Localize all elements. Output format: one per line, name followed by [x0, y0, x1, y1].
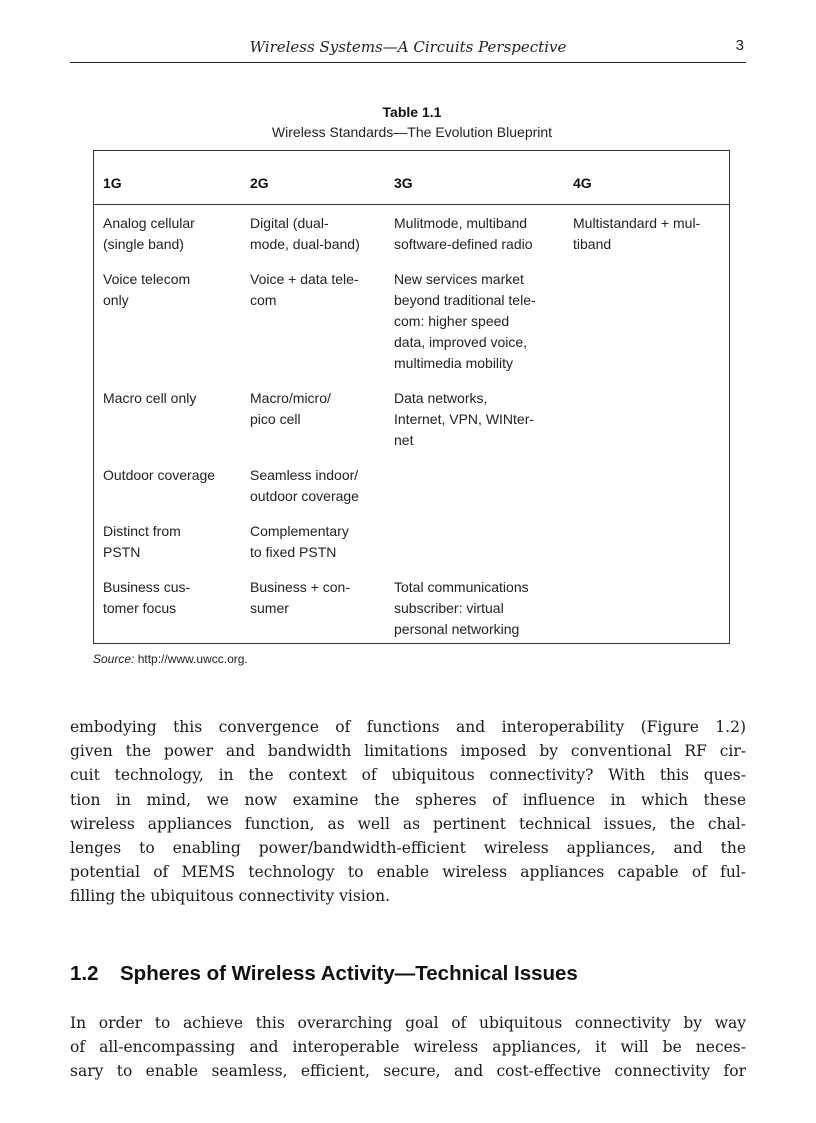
- section-number: 1.2: [70, 962, 99, 985]
- table-cell: Digital (dual- mode, dual-band): [250, 215, 360, 252]
- body-paragraph-2: [70, 1011, 746, 1084]
- table-cell: Outdoor coverage: [103, 467, 216, 483]
- running-title: Wireless Systems—A Circuits Perspective: [249, 38, 567, 56]
- table-cell: Seamless indoor/ outdoor coverage: [250, 467, 359, 504]
- section-heading: [70, 962, 578, 986]
- text-line: filling the ubiquitous connectivity vision.: [70, 887, 391, 906]
- table-cell: Business cus- tomer focus: [103, 579, 191, 616]
- text-line: sary to enable seamless, efficient, secure, and cost-effective connectivity for: [70, 1062, 746, 1081]
- column-header-4g: 4G: [573, 175, 592, 191]
- table-cell: Total communications subscriber: virtual personal networking: [394, 579, 529, 637]
- table-cell: Data networks, Internet, VPN, WINter- net: [394, 390, 535, 448]
- table-cell: Voice telecom only: [103, 271, 191, 308]
- table-cell: Macro cell only: [103, 390, 197, 406]
- table-source-note: [93, 652, 248, 666]
- text-line: In order to achieve this overarching goal of ubiquitous connectivity by way: [70, 1014, 746, 1032]
- column-header-2g: 2G: [250, 175, 269, 191]
- table-cell: Voice + data tele- com: [250, 271, 359, 308]
- table-cell: Mulitmode, multiband software-defined radio: [394, 215, 533, 252]
- table-header-rule: [94, 204, 729, 205]
- table-cell: Complementary to fixed PSTN: [250, 523, 349, 560]
- table-cell: New services market beyond traditional tele- com: higher speed data, improved voice, multimedia mobility: [394, 271, 536, 371]
- running-header: [70, 36, 746, 63]
- table-title: Wireless Standards—The Evolution Blueprint: [271, 124, 553, 140]
- text-line: of all-encompassing and interoperable wireless appliances, it will be neces-: [70, 1038, 746, 1057]
- table-cell: Macro/micro/ pico cell: [250, 390, 331, 427]
- table-cell: Multistandard + mul- tiband: [573, 215, 701, 252]
- body-paragraph-1: [70, 715, 746, 909]
- table-cell: Business + con- sumer: [250, 579, 350, 616]
- text-line: embodying this convergence of functions and interoperability (Figure 1.2): [70, 718, 746, 736]
- column-header-1g: 1G: [103, 175, 122, 191]
- column-header-3g: 3G: [394, 175, 413, 191]
- table-cell: Analog cellular (single band): [103, 215, 195, 252]
- text-line: tion in mind, we now examine the spheres of influence in which these: [70, 790, 746, 809]
- section-title: Spheres of Wireless Activity—Technical Issues: [120, 962, 578, 985]
- text-line: wireless appliances function, as well as pertinent technical issues, the chal-: [70, 814, 746, 833]
- text-line: potential of MEMS technology to enable wireless appliances capable of ful-: [70, 863, 746, 882]
- text-line: lenges to enabling power/bandwidth-efficient wireless appliances, and the: [70, 839, 746, 858]
- standards-table: [93, 150, 730, 644]
- text-line: given the power and bandwidth limitations imposed by conventional RF cir-: [70, 742, 746, 761]
- text-line: cuit technology, in the context of ubiquitous connectivity? With this ques-: [70, 766, 746, 785]
- source-label: Source:: [93, 652, 135, 666]
- page-number: 3: [735, 37, 744, 54]
- source-url: http://www.uwcc.org.: [137, 652, 248, 666]
- table-label: Table 1.1: [382, 104, 442, 120]
- table-cell: Distinct from PSTN: [103, 523, 181, 560]
